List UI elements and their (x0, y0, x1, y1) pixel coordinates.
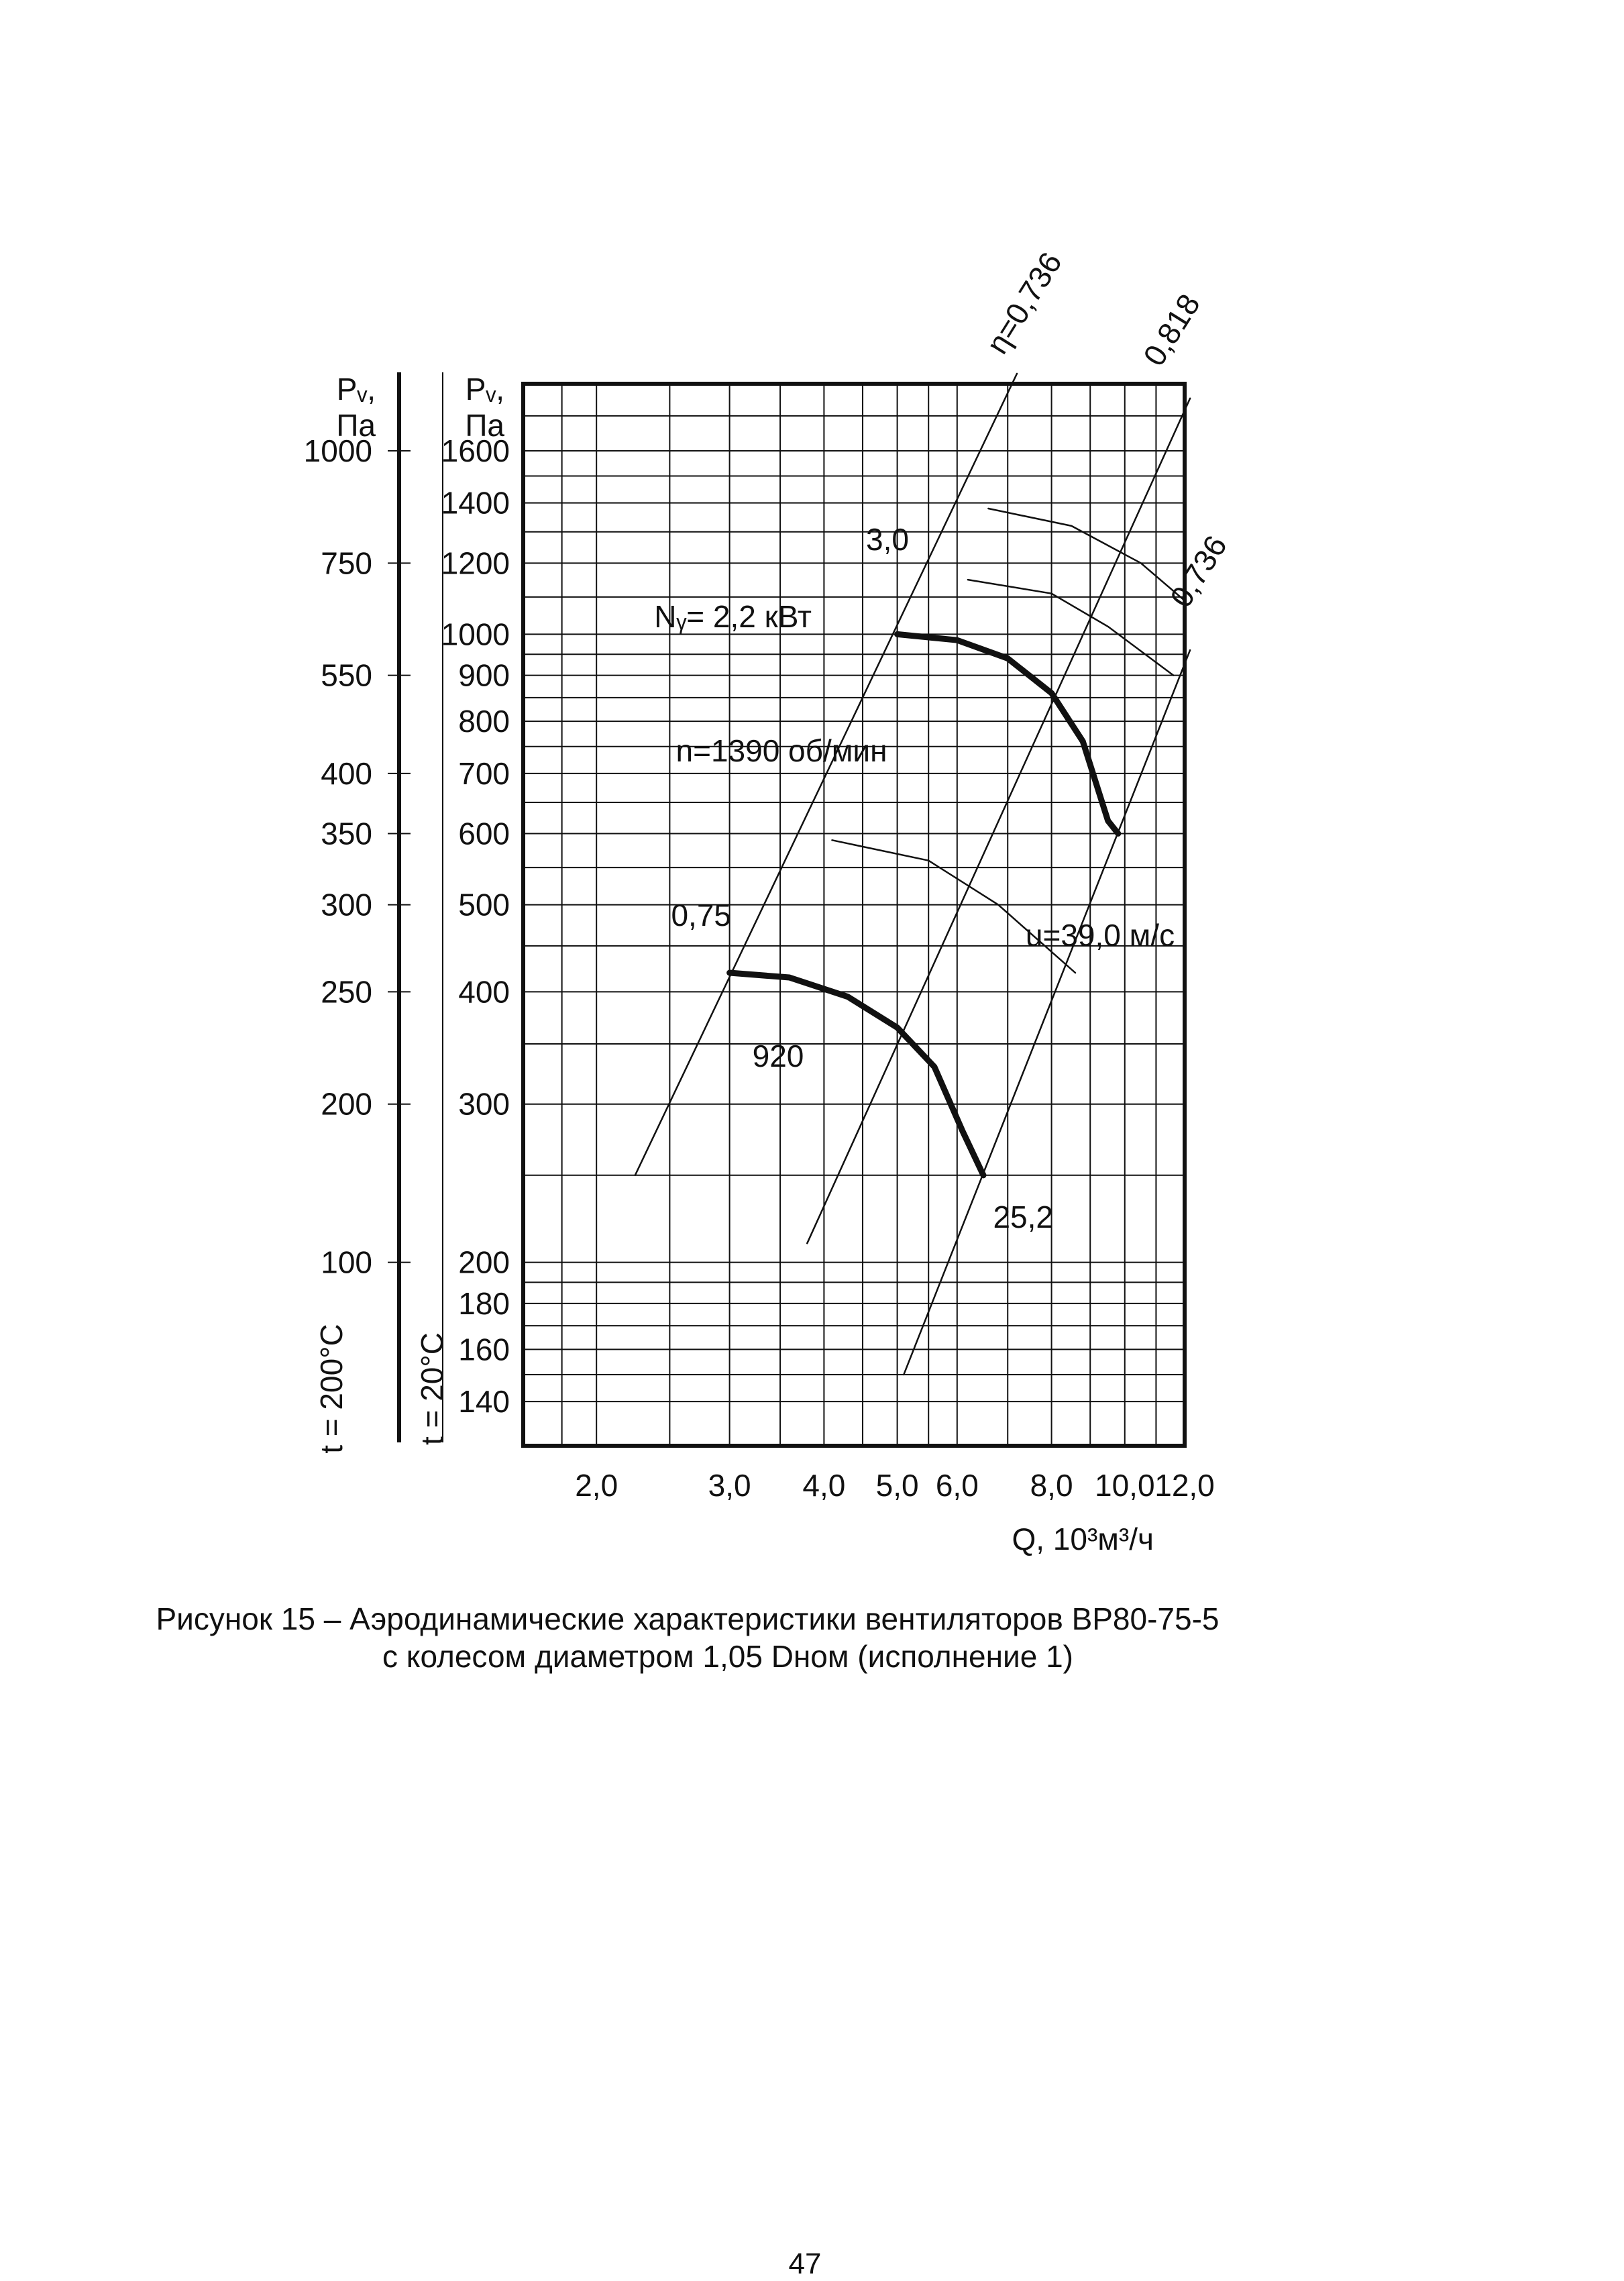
power-label: 0,75 (671, 898, 731, 933)
y-tick-label-200c: 200 (321, 1086, 372, 1122)
power-curve (988, 509, 1185, 600)
x-tick-label: 6,0 (935, 1468, 979, 1503)
x-tick-label: 3,0 (708, 1468, 751, 1503)
x-tick-label: 12,0 (1154, 1468, 1215, 1503)
y-axis-label-200c-name: Pᵥ, (336, 372, 376, 407)
y-tick-label-200c: 300 (321, 887, 372, 922)
power-label: 3,0 (866, 522, 909, 557)
temp-label-20c: t = 20°C (415, 1332, 449, 1445)
y-tick-label-200c: 250 (321, 974, 372, 1010)
x-tick-label: 8,0 (1030, 1468, 1073, 1503)
y-tick-label-20c: 300 (458, 1086, 510, 1122)
series-label-920: 920 (752, 1039, 804, 1073)
y-tick-label-20c: 1400 (441, 485, 510, 521)
speed-curve (730, 973, 983, 1175)
efficiency-line (904, 650, 1190, 1375)
y-tick-label-20c: 1000 (441, 617, 510, 652)
y-tick-label-20c: 140 (458, 1384, 510, 1420)
x-tick-label: 10,0 (1095, 1468, 1155, 1503)
y-axis-label-20c-unit: Па (465, 408, 504, 443)
figure-caption-line-2: с колесом диаметром 1,05 Dном (исполнение 1) (382, 1639, 1073, 1674)
y-tick-label-200c: 400 (321, 755, 372, 791)
y-tick-label-20c: 800 (458, 704, 510, 739)
power-curve (832, 840, 1076, 973)
temp-label-200c: t = 200°C (314, 1324, 349, 1454)
efficiency-label: 0,818 (1136, 287, 1207, 372)
annotation-label: u=39,0 м/с (1025, 918, 1175, 953)
y-tick-label-200c: 350 (321, 816, 372, 851)
y-tick-label-20c: 900 (458, 657, 510, 693)
y-tick-label-200c: 750 (321, 545, 372, 581)
y-tick-label-20c: 1600 (441, 433, 510, 468)
y-axis-label-200c-unit: Па (336, 408, 376, 443)
efficiency-lines (635, 374, 1190, 1375)
y-tick-label-200c: 1000 (303, 433, 372, 468)
y-tick-label-20c: 500 (458, 887, 510, 922)
y-axis-label-20c-name: Pᵥ, (465, 372, 504, 407)
y-tick-label-20c: 700 (458, 755, 510, 791)
y-tick-label-20c: 600 (458, 816, 510, 851)
x-tick-label: 5,0 (875, 1468, 919, 1503)
efficiency-label: η=0,736 (979, 246, 1069, 360)
y-tick-label-200c: 550 (321, 657, 372, 693)
x-axis-label: Q, 10³м³/ч (1012, 1522, 1154, 1556)
x-tick-label: 4,0 (802, 1468, 846, 1503)
series-label-1390: n=1390 об/мин (675, 733, 887, 768)
power-label: Nᵧ= 2,2 кВт (654, 599, 812, 634)
y-tick-label-20c: 400 (458, 974, 510, 1010)
power-label: 25,2 (993, 1200, 1053, 1234)
y-tick-label-20c: 1200 (441, 545, 510, 581)
y-tick-label-20c: 160 (458, 1332, 510, 1367)
y-tick-label-200c: 100 (321, 1244, 372, 1280)
efficiency-line (635, 374, 1017, 1175)
efficiency-label: 0,736 (1162, 529, 1234, 614)
efficiency-line (807, 399, 1190, 1243)
y-tick-label-20c: 180 (458, 1285, 510, 1321)
figure-caption-line-1: Рисунок 15 – Аэродинамические характеристики вентиляторов ВР80-75-5 (156, 1601, 1220, 1636)
y-tick-label-20c: 200 (458, 1244, 510, 1280)
x-tick-label: 2,0 (575, 1468, 618, 1503)
page-number: 47 (788, 2247, 822, 2280)
